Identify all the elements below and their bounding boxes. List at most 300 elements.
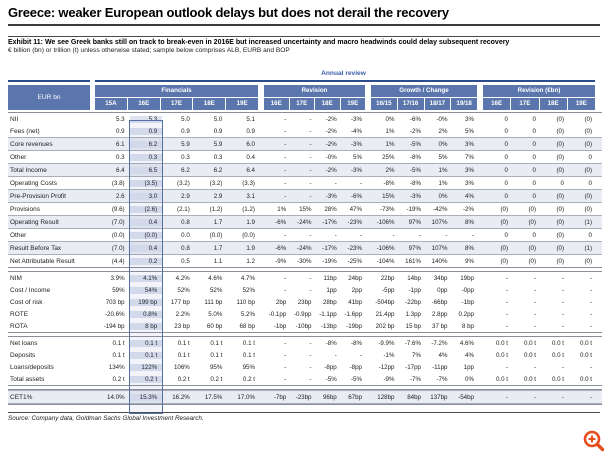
table-cell: 2.8pp xyxy=(432,310,448,318)
table-cell: -3% xyxy=(409,192,421,200)
table-cell: 3.9% xyxy=(110,274,125,282)
source-note: Source: Company data, Goldman Sachs Global Investment Research. xyxy=(8,415,204,422)
table-cell: -13bp xyxy=(320,322,337,330)
table-cell: 95% xyxy=(242,363,255,371)
cell-group xyxy=(266,219,367,226)
table-cell: - xyxy=(309,375,312,383)
table-cell: - xyxy=(505,322,508,330)
table-cell: 1.7 xyxy=(213,218,223,226)
table-cell: 16.2% xyxy=(172,393,190,401)
table-row xyxy=(8,361,602,373)
table-cell: - xyxy=(561,310,564,318)
cell-group xyxy=(97,167,260,174)
row-label: Total assets xyxy=(10,375,45,383)
table-cell: 0 xyxy=(588,179,592,187)
table-cell: -104% xyxy=(376,257,395,265)
table-cell: 1.7 xyxy=(213,244,223,252)
table-cell: 0.9 xyxy=(246,127,255,135)
cell-group xyxy=(266,116,367,123)
row-label: Cost of risk xyxy=(10,298,43,306)
cell-group xyxy=(373,154,479,161)
cell-group xyxy=(373,116,479,123)
table-cell: 0.0 t xyxy=(551,375,564,383)
cell-group xyxy=(97,128,260,135)
table-cell: - xyxy=(533,310,536,318)
cell-group xyxy=(97,232,260,239)
table-cell: 8% xyxy=(465,244,474,252)
table-cell: - xyxy=(309,127,312,135)
row-label: Other xyxy=(10,153,27,161)
cell-group xyxy=(266,299,367,306)
cell-group xyxy=(266,128,367,135)
table-cell: - xyxy=(418,231,421,239)
table-cell: 5% xyxy=(353,153,362,161)
table-cell: 4.6% xyxy=(208,274,223,282)
table-cell: -8% xyxy=(409,179,421,187)
table-cell: (0) xyxy=(500,205,508,213)
table-cell: - xyxy=(284,351,287,359)
table-cell: -0pp xyxy=(461,286,474,294)
table-cell: (0) xyxy=(528,257,536,265)
table-cell: 0 xyxy=(588,231,592,239)
table-cell: - xyxy=(505,363,508,371)
table-cell: 2.9 xyxy=(181,192,190,200)
table-cell: 1% xyxy=(385,127,395,135)
table-cell: -2% xyxy=(409,127,421,135)
table-cell: 0.8 xyxy=(181,218,190,226)
cell-group xyxy=(266,206,367,213)
table-cell: -5% xyxy=(409,166,421,174)
table-cell: -24% xyxy=(297,244,312,252)
table-cell: -7bp xyxy=(273,393,287,401)
table-cell: - xyxy=(309,286,312,294)
table-cell: 0.4 xyxy=(246,153,255,161)
table-cell: -8pp xyxy=(324,363,337,371)
table-cell: - xyxy=(359,179,362,187)
table-cell: 34bp xyxy=(433,274,448,282)
table-cell: 202 bp xyxy=(375,322,395,330)
table-cell: 0.1 t xyxy=(112,351,125,359)
table-cell: 97% xyxy=(408,218,421,226)
table-cell: 0 xyxy=(588,153,592,161)
table-cell: 0.0 xyxy=(181,231,190,239)
table-cell: -17% xyxy=(322,218,337,226)
page-title: Greece: weaker European outlook delays but does not derail the recovery xyxy=(8,5,449,20)
table-cell: (0) xyxy=(556,231,564,239)
table-row xyxy=(8,137,602,151)
table-cell: (0) xyxy=(556,153,564,161)
cell-group xyxy=(266,364,367,371)
column-group xyxy=(264,85,365,110)
cell-group xyxy=(485,193,597,200)
table-cell: 0 xyxy=(504,127,508,135)
table-cell: 0.1 t xyxy=(130,340,163,347)
cell-group xyxy=(97,180,260,187)
table-cell: (0) xyxy=(556,127,564,135)
table-cell: -6% xyxy=(275,244,287,252)
table-cell: -2% xyxy=(462,205,474,213)
table-cell: 52% xyxy=(177,286,190,294)
table-cell: 5.0 xyxy=(213,115,223,123)
cell-group xyxy=(485,154,597,161)
table-cell: 140% xyxy=(431,257,448,265)
table-cell: -7% xyxy=(436,375,448,383)
cell-group xyxy=(485,311,597,318)
table-cell: - xyxy=(471,231,474,239)
table-cell: 22bp xyxy=(380,274,395,282)
table-row xyxy=(8,390,602,404)
table-cell: 28% xyxy=(324,205,337,213)
table-row xyxy=(8,308,602,320)
table-row xyxy=(8,177,602,189)
table-cell: 68 bp xyxy=(239,322,255,330)
table-cell: -3% xyxy=(325,192,337,200)
cell-group xyxy=(373,352,479,359)
table-cell: 0.3 xyxy=(213,153,223,161)
cell-group xyxy=(97,141,260,148)
table-cell: 0.0 t xyxy=(495,339,508,347)
table-cell: (0) xyxy=(584,140,592,148)
table-cell: - xyxy=(284,339,287,347)
table-cell: - xyxy=(309,166,312,174)
table-cell: 0.1 t xyxy=(242,339,255,347)
table-row xyxy=(8,272,602,284)
column-header: 18E xyxy=(315,98,340,110)
table-cell: 47% xyxy=(349,205,362,213)
table-cell: 5.9 xyxy=(181,140,190,148)
table-row xyxy=(8,349,602,361)
table-cell: 1% xyxy=(438,179,448,187)
table-cell: -0% xyxy=(436,115,448,123)
table-cell: 0.1 t xyxy=(210,339,223,347)
table-cell: -10bp xyxy=(295,322,312,330)
table-cell: 5.3 xyxy=(115,115,125,123)
table-cell: - xyxy=(589,298,592,306)
table-cell: 0 xyxy=(504,115,508,123)
cell-group xyxy=(97,311,260,318)
table-cell: 0 xyxy=(504,166,508,174)
table-cell: (0) xyxy=(556,192,564,200)
table-cell: -3% xyxy=(350,115,362,123)
table-cell: -17% xyxy=(322,244,337,252)
cell-group xyxy=(485,364,597,371)
table-cell: - xyxy=(589,286,592,294)
table-cell: 17.0% xyxy=(237,393,255,401)
cell-group xyxy=(266,193,367,200)
cell-group xyxy=(266,287,367,294)
table-cell: -5% xyxy=(350,375,362,383)
cell-group xyxy=(485,245,597,252)
table-cell: (1.2) xyxy=(209,205,223,213)
table-cell: 0pp xyxy=(437,286,448,294)
cell-group xyxy=(373,287,479,294)
row-label: Other xyxy=(10,231,27,239)
table-cell: (3.5) xyxy=(130,180,163,187)
table-cell: 0.0 t xyxy=(523,339,536,347)
table-cell: (3.2) xyxy=(209,179,223,187)
row-label: NIM xyxy=(10,274,22,282)
cell-group xyxy=(485,376,597,383)
table-cell: 3.1 xyxy=(246,192,255,200)
table-cell: 0.2 t xyxy=(210,375,223,383)
title-rule xyxy=(8,24,600,26)
cell-group xyxy=(266,141,367,148)
row-label: Core revenues xyxy=(10,140,53,148)
table-cell: 0.0 t xyxy=(579,351,592,359)
table-cell: 0 xyxy=(532,140,536,148)
column-header: 15A xyxy=(95,98,127,110)
row-label: Provisions xyxy=(10,205,40,213)
table-cell: - xyxy=(505,274,508,282)
column-header: 16/15 xyxy=(371,98,397,110)
table-cell: (0) xyxy=(584,166,592,174)
row-label: Net loans xyxy=(10,339,38,347)
table-cell: 0.8 xyxy=(181,244,190,252)
cell-group xyxy=(373,275,479,282)
table-cell: -194 bp xyxy=(103,322,125,330)
table-header xyxy=(8,80,602,110)
table-cell: -1.6pp xyxy=(344,310,362,318)
table-cell: - xyxy=(392,231,395,239)
cell-group xyxy=(485,275,597,282)
column-header: 16E xyxy=(483,98,510,110)
cell-group xyxy=(266,154,367,161)
table-cell: - xyxy=(334,351,337,359)
table-cell: (2.1) xyxy=(177,205,190,213)
table-cell: 96bp xyxy=(322,393,337,401)
table-cell: 14.0% xyxy=(107,393,125,401)
table-cell: -6% xyxy=(409,115,421,123)
table-cell: - xyxy=(309,179,312,187)
table-cell: -19% xyxy=(406,205,421,213)
table-cell: - xyxy=(284,127,287,135)
table-cell: -3% xyxy=(350,140,362,148)
cell-group xyxy=(266,376,367,383)
table-cell: (1.2) xyxy=(242,205,255,213)
table-cell: - xyxy=(359,231,362,239)
table-cell: - xyxy=(561,393,564,401)
table-cell: 0 xyxy=(532,231,536,239)
cell-group xyxy=(97,352,260,359)
table-cell: 5.3 xyxy=(130,116,163,123)
cell-group xyxy=(373,232,479,239)
header-groups xyxy=(95,80,595,110)
cell-group xyxy=(373,245,479,252)
table-cell: (7.0) xyxy=(111,218,125,226)
table-cell: -0.9pp xyxy=(293,310,312,318)
table-cell: 2% xyxy=(438,127,448,135)
table-cell: 0.5 xyxy=(181,257,190,265)
table-section xyxy=(8,112,602,268)
table-cell: 0.0 t xyxy=(551,339,564,347)
table-row xyxy=(8,337,602,349)
cell-group xyxy=(373,311,479,318)
table-cell: - xyxy=(284,192,287,200)
table-cell: 106% xyxy=(173,363,190,371)
column-header: 18/17 xyxy=(425,98,451,110)
cell-group xyxy=(266,323,367,330)
table-cell: (0) xyxy=(528,244,536,252)
table-cell: -11pp xyxy=(432,363,448,371)
table-cell: - xyxy=(589,274,592,282)
row-label: Loans/deposits xyxy=(10,363,54,371)
table-section xyxy=(8,271,602,333)
table-cell: 14bp xyxy=(407,274,421,282)
table-cell: -106% xyxy=(376,218,395,226)
table-cell: - xyxy=(533,298,536,306)
table-cell: -5% xyxy=(325,375,337,383)
table-cell: - xyxy=(284,375,287,383)
table-cell: 7% xyxy=(465,153,474,161)
table-cell: - xyxy=(589,322,592,330)
table-cell: (1) xyxy=(584,244,592,252)
table-cell: -19bp xyxy=(346,322,362,330)
zoom-in-icon[interactable] xyxy=(582,429,606,453)
table-cell: (0) xyxy=(500,257,508,265)
table-cell: 5% xyxy=(465,127,474,135)
column-header: 19E xyxy=(568,98,595,110)
table-cell: 1.1 xyxy=(213,257,223,265)
table-cell: 23bp xyxy=(297,298,312,306)
table-cell: - xyxy=(284,115,287,123)
table-cell: (0) xyxy=(556,166,564,174)
table-cell: 0.1 t xyxy=(177,339,190,347)
table-cell: 0.8% xyxy=(130,311,163,318)
cell-group xyxy=(373,167,479,174)
table-cell: -9% xyxy=(275,257,287,265)
table-cell: (0) xyxy=(584,257,592,265)
table-cell: (0) xyxy=(584,192,592,200)
table-cell: 0.9 xyxy=(213,127,223,135)
annual-review-label: Annual review xyxy=(321,70,366,77)
table-cell: 4.2% xyxy=(175,274,190,282)
cell-group xyxy=(97,116,260,123)
table-cell: (9.6) xyxy=(111,205,125,213)
table-cell: 3% xyxy=(465,166,474,174)
table-cell: 3.0 xyxy=(130,193,163,200)
table-cell: (0) xyxy=(584,115,592,123)
table-row xyxy=(8,241,602,255)
table-cell: 0 xyxy=(532,115,536,123)
report-page xyxy=(0,5,610,457)
table-cell: - xyxy=(309,231,312,239)
table-cell: -12pp xyxy=(378,363,395,371)
table-cell: 0.1 t xyxy=(177,351,190,359)
row-label: Net Attributable Result xyxy=(10,257,75,265)
table-cell: - xyxy=(561,298,564,306)
column-header: 19E xyxy=(226,98,258,110)
cell-group xyxy=(373,394,479,401)
table-cell: (0) xyxy=(556,244,564,252)
table-cell: -23% xyxy=(347,244,362,252)
table-section xyxy=(8,336,602,386)
cell-group xyxy=(373,376,479,383)
cell-group xyxy=(97,219,260,226)
table-cell: 6.5 xyxy=(130,167,163,174)
table-cell: - xyxy=(589,363,592,371)
table-cell: -8% xyxy=(325,339,337,347)
table-cell: 0.0 t xyxy=(579,375,592,383)
cell-group xyxy=(485,206,597,213)
table-cell: 128bp xyxy=(377,393,395,401)
column-header: 19E xyxy=(341,98,366,110)
table-cell: 1.3pp xyxy=(405,310,421,318)
cell-group xyxy=(485,352,597,359)
table-cell: - xyxy=(309,363,312,371)
cell-group xyxy=(266,352,367,359)
cell-group xyxy=(97,154,260,161)
table-cell: 1% xyxy=(385,140,395,148)
table-cell: 3% xyxy=(465,179,474,187)
table-cell: -2% xyxy=(325,166,337,174)
table-cell: 0.1 t xyxy=(210,351,223,359)
cell-group xyxy=(485,299,597,306)
table-cell: 67bp xyxy=(348,393,362,401)
table-cell: 8 bp xyxy=(461,322,474,330)
column-header: 16E xyxy=(264,98,289,110)
table-cell: 4.1% xyxy=(130,275,163,282)
table-cell: (0) xyxy=(556,257,564,265)
table-cell: 199 bp xyxy=(130,299,163,306)
table-cell: 0.1 t xyxy=(112,339,125,347)
cell-group xyxy=(266,167,367,174)
table-cell: - xyxy=(309,140,312,148)
corner-header-eur-bn: EUR bn xyxy=(8,85,90,110)
table-cell: 6.4 xyxy=(115,166,125,174)
table-cell: 1.9 xyxy=(246,218,255,226)
table-cell: 5.1 xyxy=(246,115,255,123)
table-cell: - xyxy=(334,231,337,239)
table-cell: 0.1 t xyxy=(130,352,163,359)
table-cell: 0 xyxy=(504,140,508,148)
table-cell: 2.9 xyxy=(213,192,223,200)
table-cell: - xyxy=(284,140,287,148)
table-cell: 0.0 t xyxy=(551,351,564,359)
table-cell: -66bp xyxy=(431,298,448,306)
row-label: Deposits xyxy=(10,351,36,359)
table-cell: - xyxy=(561,286,564,294)
table-cell: -7.6% xyxy=(404,339,421,347)
cell-group xyxy=(266,180,367,187)
cell-group xyxy=(373,323,479,330)
table-cell: 60 bp xyxy=(206,322,223,330)
table-cell: 15% xyxy=(299,205,312,213)
table-cell: - xyxy=(284,274,287,282)
table-cell: -1% xyxy=(383,351,395,359)
table-cell: 0% xyxy=(385,115,395,123)
table-cell: (3.3) xyxy=(242,179,255,187)
table-cell: 3% xyxy=(465,140,474,148)
table-cell: -504bp xyxy=(375,298,395,306)
table-cell: - xyxy=(533,286,536,294)
row-label: Operating Costs xyxy=(10,179,57,187)
cell-group xyxy=(97,323,260,330)
table-cell: (0) xyxy=(556,205,564,213)
column-group xyxy=(371,85,477,110)
table-cell: 5.0% xyxy=(208,310,223,318)
table-cell: 0.0 t xyxy=(523,351,536,359)
table-cell: 2.2% xyxy=(175,310,190,318)
table-cell: 0.3 xyxy=(115,153,125,161)
table-cell: 4% xyxy=(438,351,448,359)
cell-group xyxy=(485,116,597,123)
table-cell: 110 bp xyxy=(236,298,255,306)
table-row xyxy=(8,203,602,215)
cell-group xyxy=(97,275,260,282)
column-header: 16E xyxy=(128,98,160,110)
table-row xyxy=(8,215,602,229)
table-cell: 5.2% xyxy=(240,310,255,318)
